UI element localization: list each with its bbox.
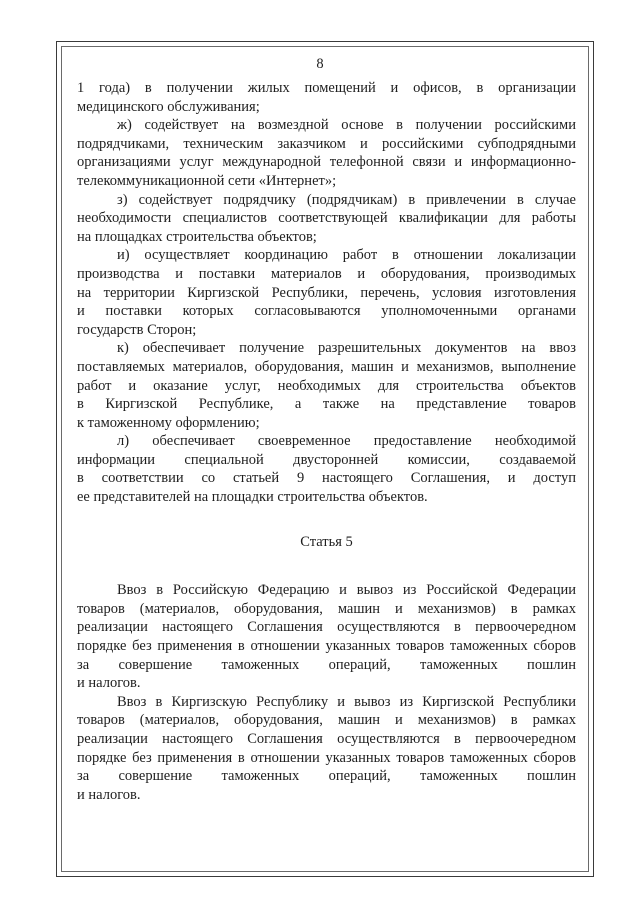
text-line: в соответствии со статьей 9 настоящего Соглашения, и доступ bbox=[77, 470, 576, 487]
text-line: и поставки которых согласовываются уполномоченными органами bbox=[77, 303, 576, 320]
text-line: реализации настоящего Соглашения осуществляются в первоочередном bbox=[77, 731, 576, 747]
text-line: организациями услуг международной телефонной связи и информационно- bbox=[77, 154, 576, 171]
paragraph bbox=[77, 79, 576, 116]
text-line: за совершение таможенных операций, таможенных пошлин bbox=[77, 656, 576, 673]
text-line: реализации настоящего Соглашения осуществляются в первоочередном bbox=[77, 619, 576, 636]
text-line: порядке без применения в отношении указанных товаров таможенных сборов bbox=[77, 749, 576, 766]
paragraph bbox=[77, 339, 576, 432]
text-line: товаров (материалов, оборудования, машин и механизмов) в рамках bbox=[77, 712, 576, 729]
text-line: на площадках строительства объектов; bbox=[77, 228, 317, 245]
text-line: за совершение таможенных операций, таможенных пошлин bbox=[77, 768, 576, 785]
text-line: необходимости специалистов соответствующей квалификации для работы bbox=[77, 210, 576, 227]
paragraph bbox=[77, 581, 576, 693]
text-line: ж) содействует на возмездной основе в получении российскими bbox=[117, 117, 576, 134]
text-line: к) обеспечивает получение разрешительных документов на ввоз bbox=[117, 340, 576, 357]
text-line: подрядчиками, техническим заказчиком и российскими субподрядными bbox=[77, 135, 576, 152]
text-line: Ввоз в Киргизскую Республику и вывоз из Киргизской Республики bbox=[117, 693, 576, 710]
text-line: в Киргизской Республике, а также на представление товаров bbox=[77, 396, 576, 413]
paragraphs-bottom bbox=[77, 581, 576, 804]
text-line: и) осуществляет координацию работ в отношении локализации bbox=[117, 247, 576, 264]
text-line: телекоммуникационной сети «Интернет»; bbox=[77, 172, 337, 189]
paragraph bbox=[77, 432, 576, 506]
text-line: и налогов. bbox=[77, 675, 141, 692]
text-line: 1 года) в получении жилых помещений и офисов, в организации bbox=[77, 80, 576, 96]
text-line: товаров (материалов, оборудования, машин и механизмов) в рамках bbox=[77, 600, 576, 617]
text-line: и налогов. bbox=[77, 786, 141, 803]
text-line: работ и оказание услуг, необходимых для строительства объектов bbox=[77, 377, 576, 394]
document-body bbox=[77, 79, 576, 804]
text-line: Ввоз в Российскую Федерацию и вывоз из Российской Федерации bbox=[117, 582, 576, 599]
text-line: поставляемых материалов, оборудования, машин и механизмов, выполнение bbox=[77, 358, 576, 375]
text-line: к таможенному оформлению; bbox=[77, 414, 260, 431]
text-line: государств Сторон; bbox=[77, 321, 197, 338]
text-line: порядке без применения в отношении указанных товаров таможенных сборов bbox=[77, 638, 576, 655]
text-line: производства и поставки материалов и оборудования, производимых bbox=[77, 265, 576, 282]
paragraph bbox=[77, 116, 576, 190]
text-line: медицинского обслуживания; bbox=[77, 98, 260, 115]
paragraph bbox=[77, 246, 576, 339]
text-line: з) содействует подрядчику (подрядчикам) в привлечении в случае bbox=[117, 191, 576, 208]
text-line: ее представителей на площадки строительства объектов. bbox=[77, 489, 428, 506]
paragraph bbox=[77, 191, 576, 247]
text-line: на территории Киргизской Республики, перечень, условия изготовления bbox=[77, 284, 576, 301]
paragraphs-top bbox=[77, 79, 576, 507]
page-number: 8 bbox=[316, 56, 324, 72]
paragraph bbox=[77, 693, 576, 805]
article-heading: Статья 5 bbox=[300, 533, 353, 550]
text-line: информации специальной двусторонней комиссии, создаваемой bbox=[77, 451, 576, 468]
text-line: л) обеспечивает своевременное предоставление необходимой bbox=[117, 433, 576, 450]
